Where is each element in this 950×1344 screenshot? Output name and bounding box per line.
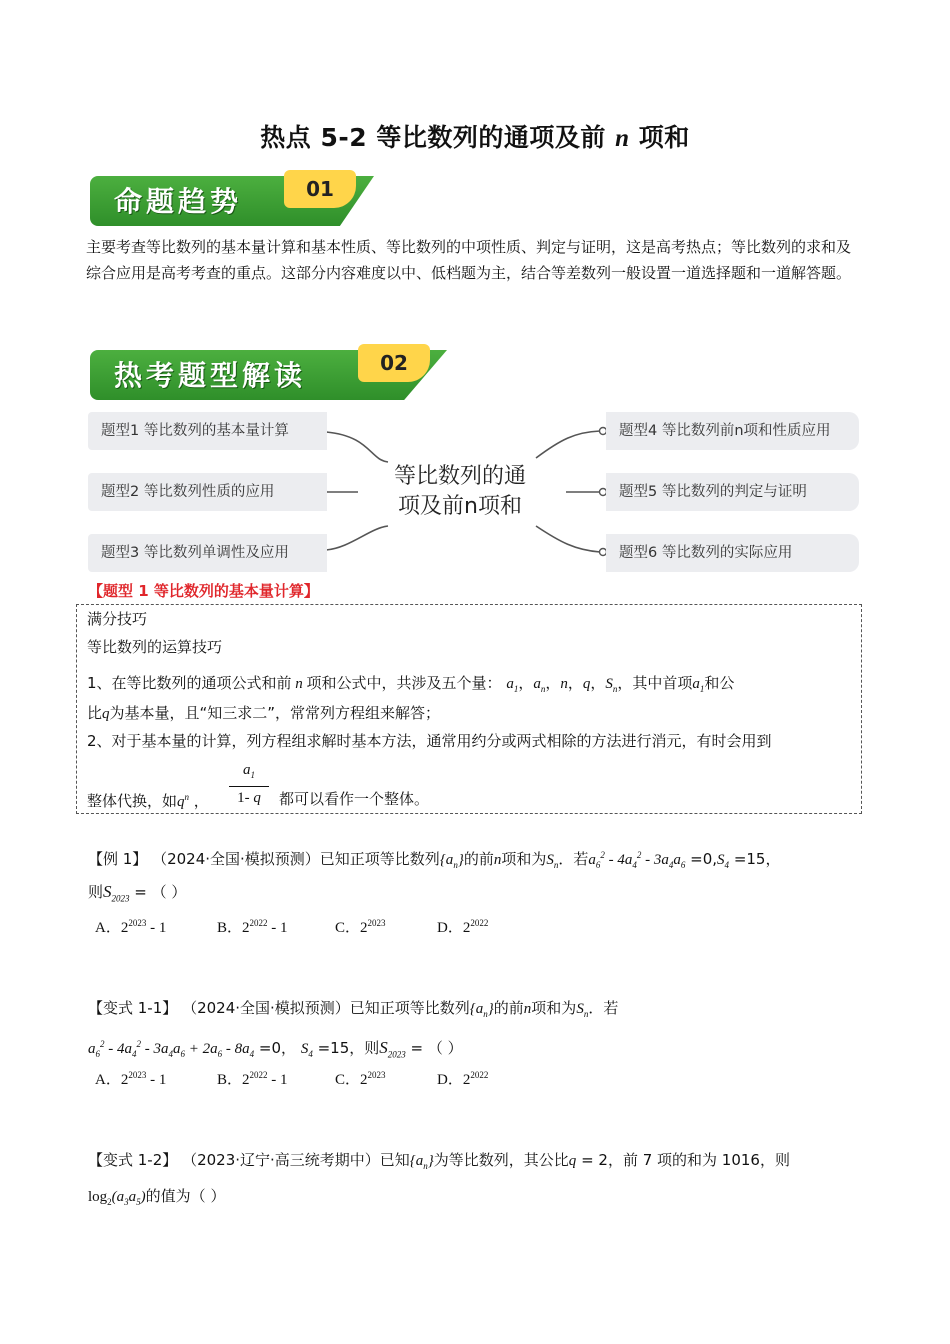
variant-1-2-question: $\log_2(a_3a_5)$的值为（ ） — [88, 1187, 226, 1207]
intro-paragraph: 主要考查等比数列的基本量计算和基本性质、等比数列的中项性质、判定与证明，这是高考热点；等比数列的求和及综合应用是高考考查的重点。这部分内容难度以中、低档题为主，结合等差数列一般设置一道选择题和一道解答题。 — [86, 238, 852, 282]
tips-title: 满分技巧 — [87, 610, 148, 628]
mindmap-center: 等比数列的通 项及前n项和 — [393, 464, 526, 519]
tips-box — [76, 604, 862, 814]
example-1-stem: 【例 1】 （2024·全国·模拟预测）已知正项等比数列$\{a_n\}$的前n项和为$S_n$．若$a_6^2 - 4a_4^2 - 3a_4a_6 =0,S_4 =15$， — [88, 850, 781, 870]
mindmap-topic-1: 题型1 等比数列的基本量计算 — [88, 412, 327, 450]
mindmap-topic-6: 题型6 等比数列的实际应用 — [606, 534, 859, 572]
mindmap-topic-5: 题型5 等比数列的判定与证明 — [606, 473, 859, 511]
mindmap-topic-3: 题型3 等比数列单调性及应用 — [88, 534, 327, 572]
page-title: 热点 5-2 等比数列的通项及前 n 项和 — [260, 123, 690, 152]
section-heading-1: 【题型 1 等比数列的基本量计算】 — [88, 582, 319, 600]
tips-line-1: 1、在等比数列的通项公式和前 n 项和公式中，共涉及五个量： $a_1$，$a_n$，n，q，$S_n$，其中首项$a_1$和公 — [87, 674, 735, 694]
example-1-question: 则$S_{2023}$ = （ ） — [88, 882, 187, 904]
tips-line-2: 比q为基本量，且“知三求二”，常常列方程组来解答； — [87, 704, 441, 722]
mindmap-topic-4: 题型4 等比数列前n项和性质应用 — [606, 412, 859, 450]
tips-line-3: 2、对于基本量的计算，列方程组求解时基本方法，通常用约分或两式相除的方法进行消元，有时会用到 — [87, 732, 772, 750]
variant-1-1-stem: 【变式 1-1】 （2024·全国·模拟预测）已知正项等比数列$\{a_n\}$的前n项和为$S_n$．若 — [88, 999, 619, 1019]
section-banner-types: 热考题型解读 02 — [90, 350, 447, 400]
section-banner-trend: 命题趋势 01 — [90, 176, 374, 226]
example-1-options: A．$2^{2023} - 1$ B．$2^{2022} - 1$ C．$2^{2023}$ D．$2^{2022}$ — [95, 918, 489, 936]
variant-1-1-equation: $a_6^2 - 4a_4^2 - 3a_4a_6 + 2a_6 - 8a_4 =0$， $S_4 =15$，则$S_{2023}$ = （ ） — [88, 1038, 463, 1060]
tips-line-4: 整体代换，如$q^n$ ， $a_1$ 1- q 都可以看作一个整体。 — [87, 759, 587, 809]
variant-1-1-options: A．$2^{2023} - 1$ B．$2^{2022} - 1$ C．$2^{2023}$ D．$2^{2022}$ — [95, 1070, 489, 1088]
variant-1-2-stem: 【变式 1-2】 （2023·辽宁·高三统考期中）已知$\{a_n\}$为等比数列，其公比q = 2，前 7 项的和为 1016，则 — [88, 1151, 790, 1171]
mindmap-topic-2: 题型2 等比数列性质的应用 — [88, 473, 327, 511]
tips-subtitle: 等比数列的运算技巧 — [87, 638, 223, 656]
